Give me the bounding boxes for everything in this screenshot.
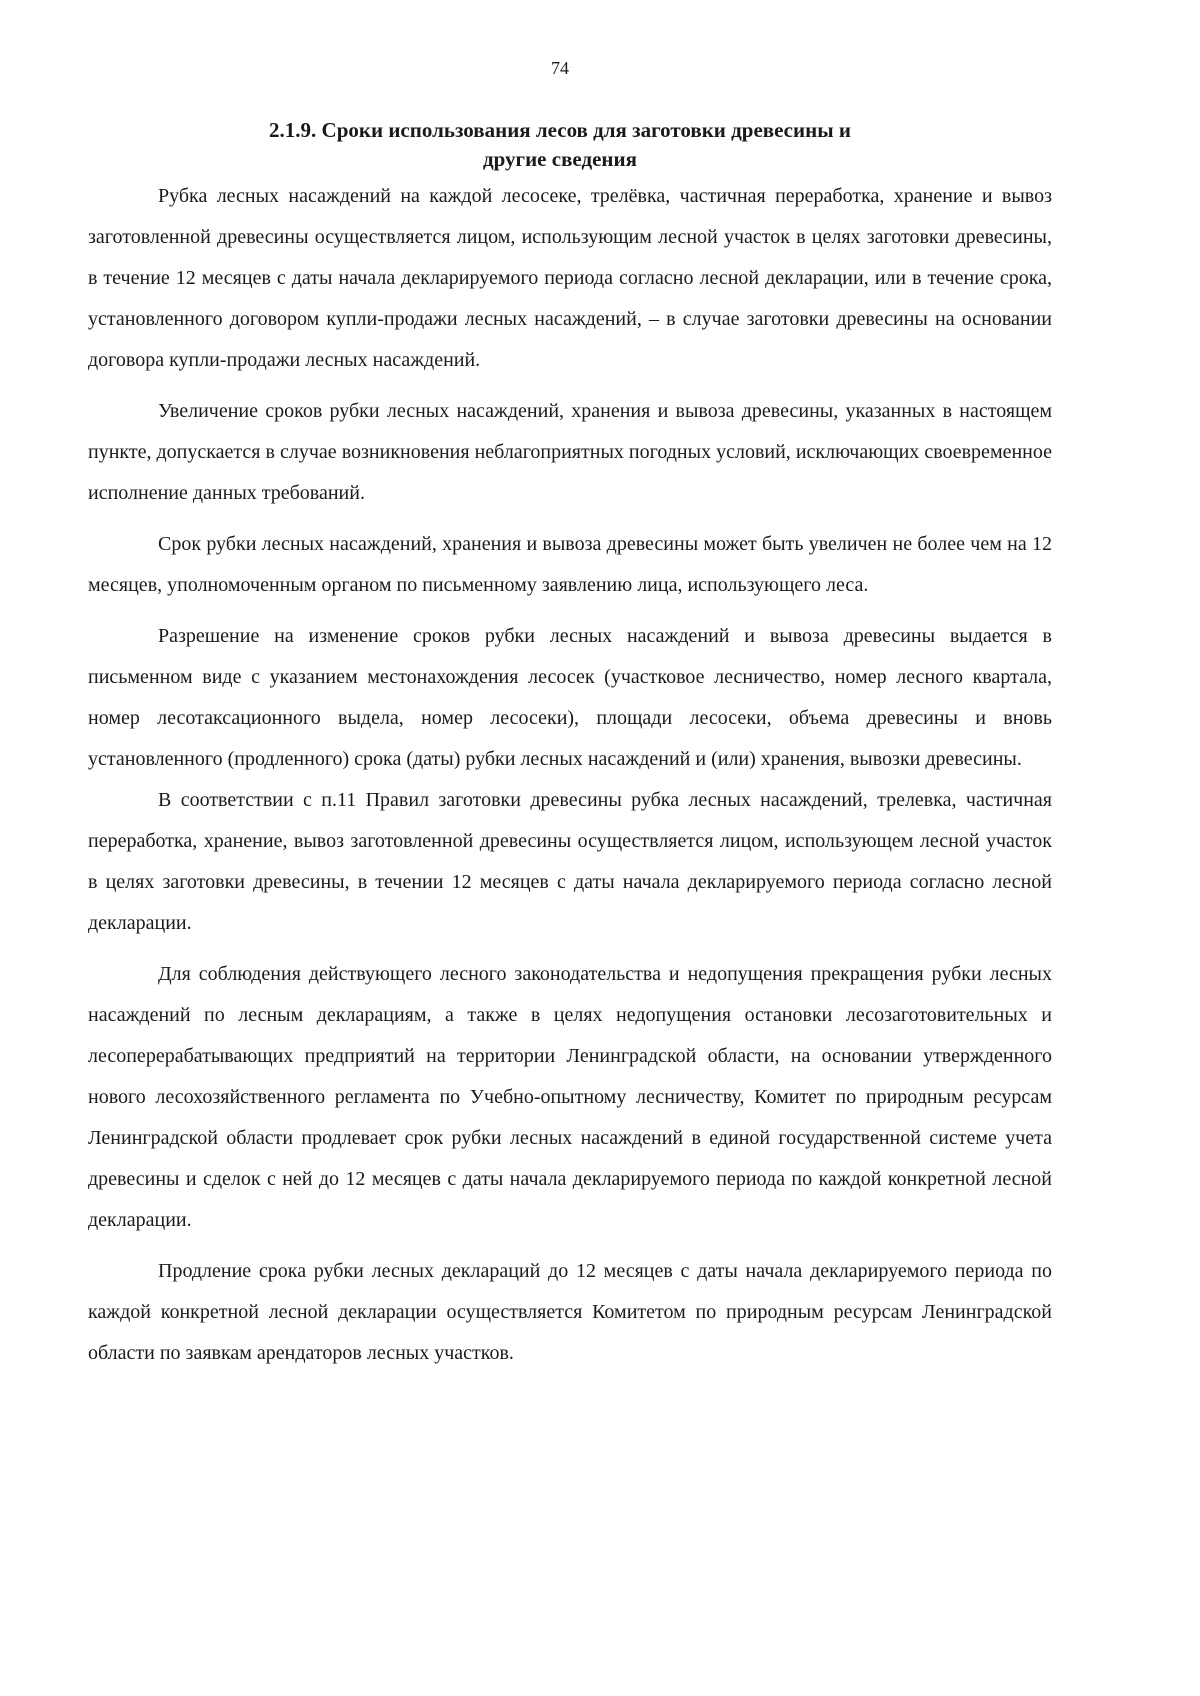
paragraph-7: Продление срока рубки лесных деклараций до 12 месяцев с даты начала декларируемого периода по каждой конкретной лесной декларации осуществляется Комитетом по природным ресурсам Ленинградской области по заявкам арендаторов лесных участков. (88, 1260, 1052, 1364)
paragraph-3: Срок рубки лесных насаждений, хранения и вывоза древесины может быть увеличен не более чем на 12 месяцев, уполномоченным органом по письменному заявлению лица, использующего леса. (88, 533, 1052, 596)
paragraph-5: В соответствии с п.11 Правил заготовки древесины рубка лесных насаждений, трелевка, частичная переработка, хранение, вывоз заготовленной древесины осуществляется лицом, использующем лесной участок в целях заготовки древесины, в течении 12 месяцев с даты начала декларируемого периода согласно лесной декларации. (88, 789, 1052, 934)
paragraph-2: Увеличение сроков рубки лесных насаждений, хранения и вывоза древесины, указанных в настоящем пункте, допускается в случае возникновения неблагоприятных погодных условий, исключающих своевременное исполнение данных требований. (88, 400, 1052, 504)
body-text (88, 176, 1052, 1374)
section-heading-line-1: 2.1.9. Сроки использования лесов для заготовки древесины и (269, 118, 851, 142)
page-number: 74 (551, 58, 569, 78)
paragraph-6: Для соблюдения действующего лесного законодательства и недопущения прекращения рубки лесных насаждений по лесным декларациям, а также в целях недопущения остановки лесозаготовительных и лесоперерабатывающих предприятий на территории Ленинградской области, на основании утвержденного нового лесохозяйственного регламента по Учебно-опытному лесничеству, Комитет по природным ресурсам Ленинградской области продлевает срок рубки лесных насаждений в единой государственной системе учета древесины и сделок с ней до 12 месяцев с даты начала декларируемого периода по каждой конкретной лесной декларации. (88, 963, 1052, 1231)
section-heading-line-2: другие сведения (483, 147, 637, 171)
section-heading (120, 116, 1000, 174)
paragraph-4: Разрешение на изменение сроков рубки лесных насаждений и вывоза древесины выдается в письменном виде с указанием местонахождения лесосек (участковое лесничество, номер лесного квартала, номер лесотаксационного выдела, номер лесосеки), площади лесосеки, объема древесины и вновь установленного (продленного) срока (даты) рубки лесных насаждений и (или) хранения, вывозки древесины. (88, 625, 1052, 770)
paragraph-1: Рубка лесных насаждений на каждой лесосеке, трелёвка, частичная переработка, хранение и вывоз заготовленной древесины осуществляется лицом, использующим лесной участок в целях заготовки древесины, в течение 12 месяцев с даты начала декларируемого периода согласно лесной декларации, или в течение срока, установленного договором купли-продажи лесных насаждений, – в случае заготовки древесины на основании договора купли-продажи лесных насаждений. (88, 185, 1052, 371)
